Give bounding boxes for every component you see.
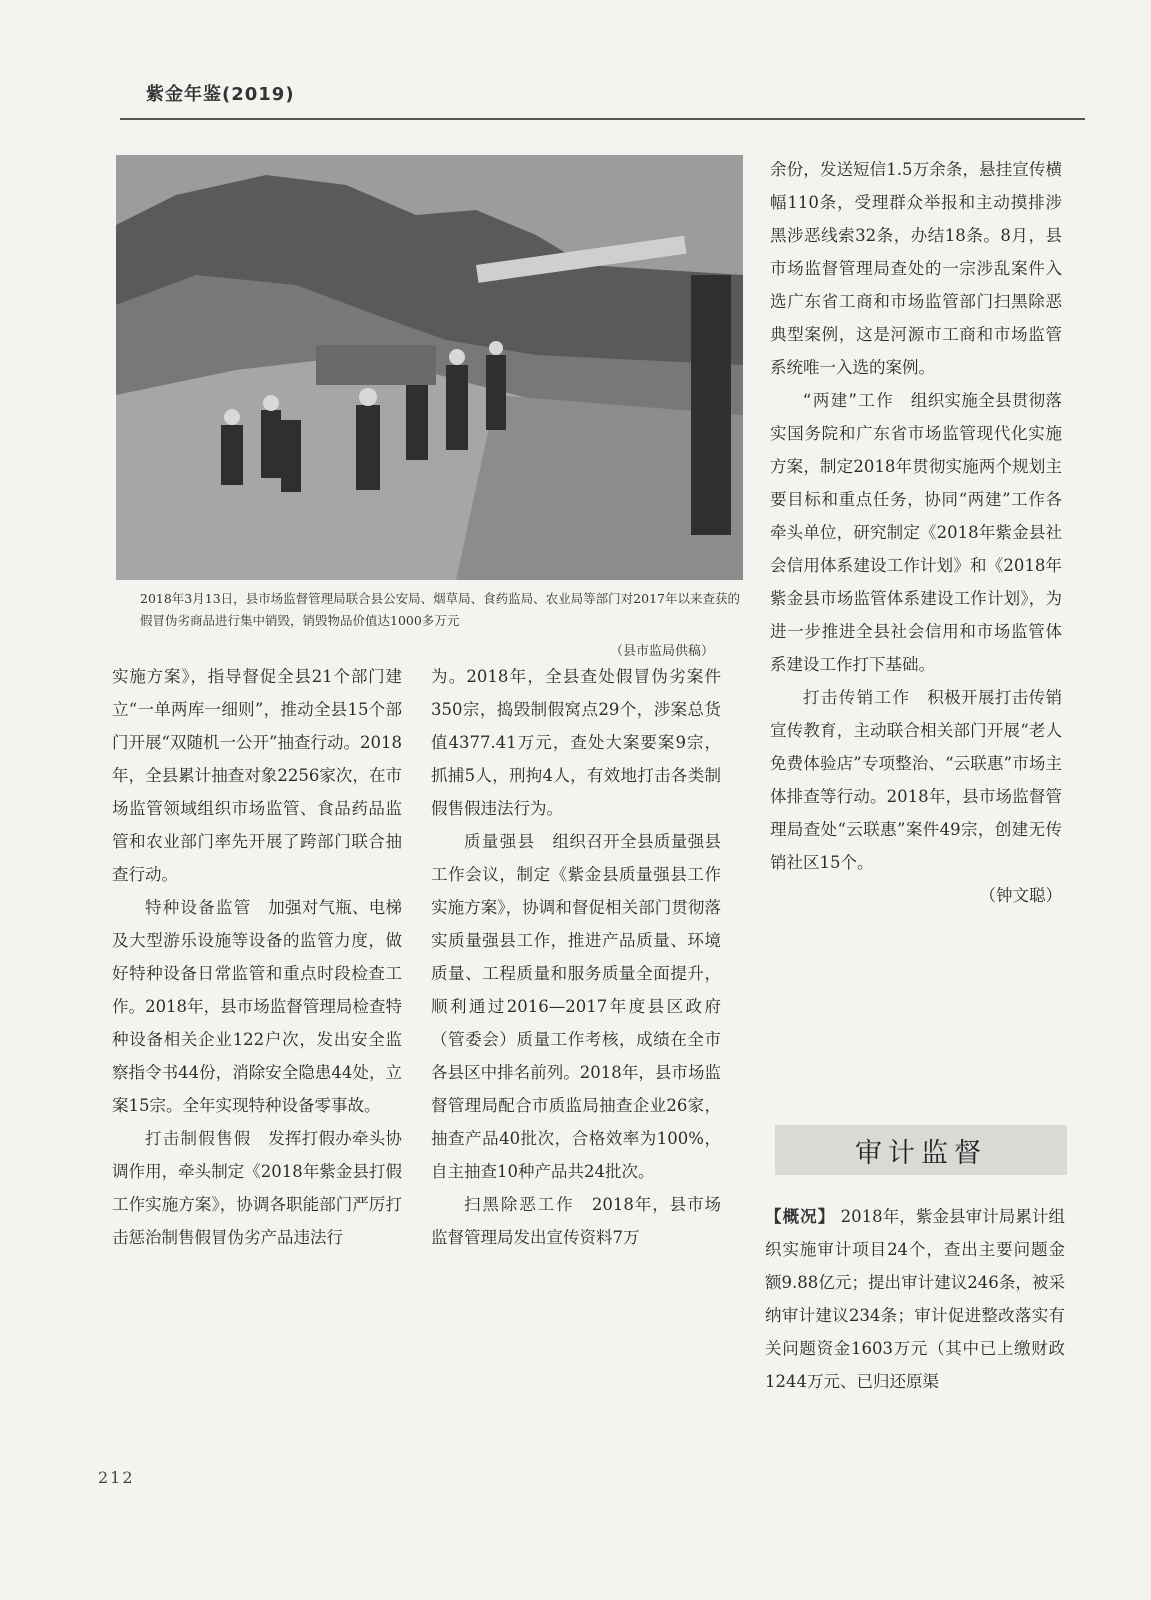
- col1-paragraph-2: [112, 891, 402, 1122]
- col1-paragraph-1: 实施方案》，指导督促全县21个部门建立“一单两库一细则”，推动全县15个部门开展“双随机一公开”抽查行动。2018年，全县累计抽查对象2256家次，在市场监管领域组织市场监管、食品药品监管和农业部门率先开展了跨部门联合抽查行动。: [112, 667, 402, 884]
- col3-paragraph-2: [770, 384, 1062, 681]
- photo-credit: （县市监局供稿）: [610, 644, 715, 659]
- subheading-two-builds: “两建”工作: [803, 391, 895, 410]
- overview-label: 【概况】: [765, 1207, 836, 1226]
- column-3: [770, 153, 1062, 912]
- overview-paragraph: [765, 1200, 1065, 1398]
- section-title-audit: 审计监督: [775, 1125, 1067, 1175]
- subheading-quality: 质量强县: [464, 832, 536, 851]
- column-1: [112, 660, 402, 1254]
- col1-text-3: 发挥打假办牵头协调作用，牵头制定《2018年紫金县打假工作实施方案》，协调各职能部门严厉打击惩治制售假冒伪劣产品违法行: [112, 1129, 402, 1247]
- col2-paragraph-3: [431, 1188, 721, 1254]
- overview-text: 2018年，紫金县审计局累计组织实施审计项目24个，查出主要问题金额9.88亿元；提出审计建议246条，被采纳审计建议234条；审计促进整改落实有关问题资金1603万元（其中已上缴财政1244万元、已归还原渠: [765, 1207, 1065, 1391]
- col1-paragraph-3: [112, 1122, 402, 1254]
- subheading-anti-crime: 扫黑除恶工作: [464, 1195, 575, 1214]
- col3-paragraph-3: [770, 681, 1062, 879]
- photo-caption: 2018年3月13日，县市场监督管理局联合县公安局、烟草局、食药监局、农业局等部门对2017年以来查获的假冒伪劣商品进行集中销毁，销毁物品价值达1000多万元: [140, 591, 740, 628]
- col3-paragraph-1: 余份，发送短信1.5万余条，悬挂宣传横幅110条，受理群众举报和主动摸排涉黑涉恶线索32条，办结18条。8月，县市场监督管理局查处的一宗涉乱案件入选广东省工商和市场监管部门扫黑除恶典型案例，这是河源市工商和市场监管系统唯一入选的案例。: [770, 160, 1062, 377]
- header-divider: [120, 118, 1085, 120]
- col3-text-2: 组织实施全县贯彻落实国务院和广东省市场监管现代化实施方案，制定2018年贯彻实施两个规划主要目标和重点任务，协同“两建”工作各牵头单位，研究制定《2018年紫金县社会信用体系建设工作计划》和《2018年紫金县市场监管体系建设工作计划》，为进一步推进全县社会信用和市场监管体系建设工作打下基础。: [770, 391, 1062, 674]
- col2-text-3: 2018年，县市场监督管理局发出宣传资料7万: [431, 1195, 721, 1247]
- col2-paragraph-2: [431, 825, 721, 1188]
- col3-text-3: 积极开展打击传销宣传教育，主动联合相关部门开展“老人免费体验店”专项整治、“云联惠”市场主体排查等行动。2018年，县市场监督管理局查处“云联惠”案件49宗，创建无传销社区15个。: [770, 688, 1063, 872]
- subheading-anti-pyramid: 打击传销工作: [803, 688, 911, 707]
- col2-text-2: 组织召开全县质量强县工作会议，制定《紫金县质量强县工作实施方案》，协调和督促相关部门贯彻落实质量强县工作，推进产品质量、环境质量、工程质量和服务质量全面提升，顺利通过2016—2017年度县区政府（管委会）质量工作考核，成绩在全市各县区中排名前列。2018年，县市场监督管理局配合市质监局抽查企业26家，抽查产品40批次，合格效率为100%，自主抽查10种产品共24批次。: [431, 832, 722, 1181]
- col1-text-2: 加强对气瓶、电梯及大型游乐设施等设备的监管力度，做好特种设备日常监管和重点时段检查工作。2018年，县市场监督管理局检查特种设备相关企业122户次，发出安全监察指令书44份，消除安全隐患44处，立案15宗。全年实现特种设备零事故。: [112, 898, 402, 1115]
- subheading-special-equipment: 特种设备监管: [145, 898, 252, 917]
- column-2: [431, 660, 721, 1254]
- subheading-anti-counterfeit: 打击制假售假: [145, 1129, 252, 1148]
- event-photo: [116, 155, 743, 580]
- column-3-lower: [765, 1200, 1065, 1398]
- col2-paragraph-1: 为。2018年，全县查处假冒伪劣案件350宗，捣毁制假窝点29个，涉案总货值4377.41万元，查处大案要案9宗，抓捕5人，刑拘4人，有效地打击各类制假售假违法行为。: [431, 667, 721, 818]
- running-header: 紫金年鉴(2019): [146, 84, 295, 105]
- author-signature: （钟文聪）: [979, 886, 1062, 905]
- page-number: 212: [98, 1468, 135, 1487]
